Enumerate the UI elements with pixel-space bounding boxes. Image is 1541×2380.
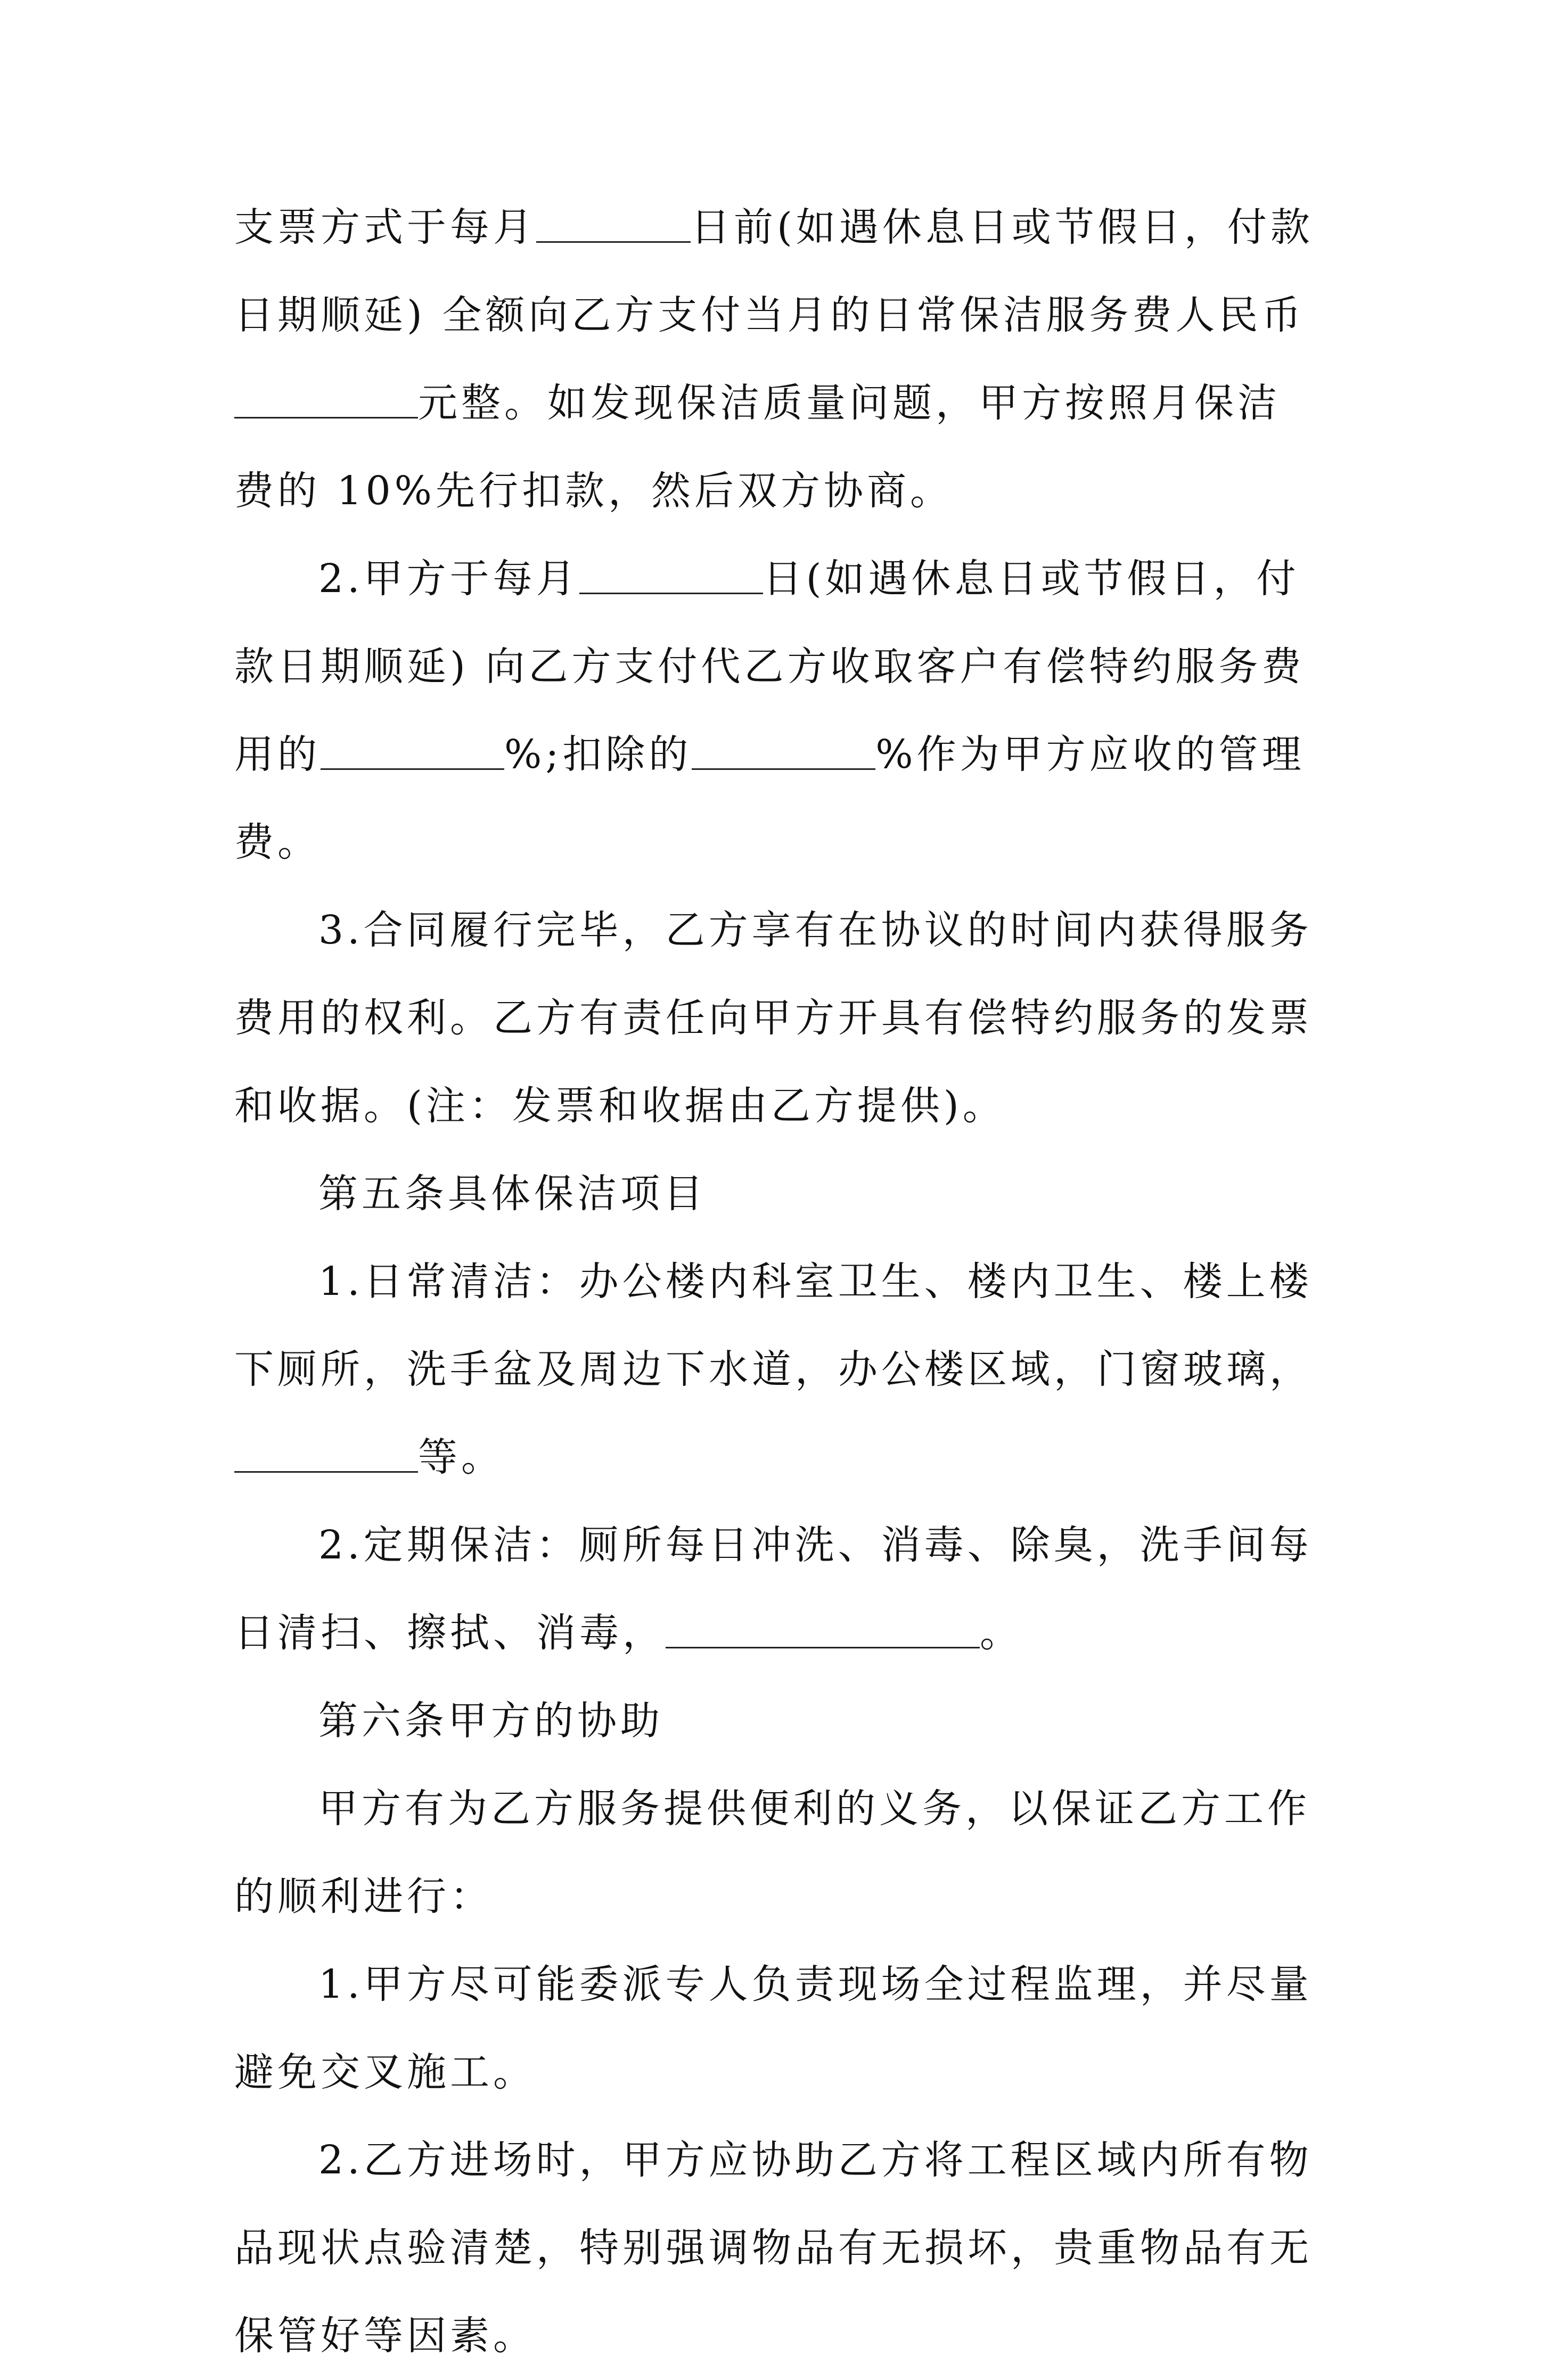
section-heading-article-6: 第六条甲方的协助 <box>318 1698 663 1744</box>
blank-field[interactable] <box>234 380 418 418</box>
paragraph-assist-1: 1.甲方尽可能委派专人负责现场全过程监理，并尽量避免交叉施工。 <box>234 1962 1313 2095</box>
blank-field[interactable] <box>692 731 875 770</box>
blank-field[interactable] <box>579 555 763 594</box>
paragraph-assist-2: 2.乙方进场时，甲方应协助乙方将工程区域内所有物品现状点验清楚，特别强调物品有无损坏，贵重物品有无保管好等因素。 <box>234 2137 1313 2359</box>
blank-field[interactable] <box>321 731 504 770</box>
text-segment: %;扣除的 <box>504 732 692 777</box>
paragraph-periodic-cleaning <box>234 1501 1321 1677</box>
text-segment: 日(如遇休息日或节假日，付款日期顺延) 向乙方支付代乙方收取客户有偿特约服务费用的 <box>234 556 1305 777</box>
text-segment: 元整。如发现保洁质量问题，甲方按照月保洁费的 10%先行扣款，然后双方协商。 <box>234 380 1281 514</box>
blank-field[interactable] <box>536 204 691 243</box>
paragraph-payment-monthly <box>234 184 1321 535</box>
text-segment: 2.定期保洁：厕所每日冲洗、消毒、除臭，洗手间每日清扫、擦拭、消毒， <box>234 1522 1313 1656</box>
document-page <box>234 184 1321 2380</box>
blank-field[interactable] <box>666 1610 980 1648</box>
paragraph-clause-2 <box>234 535 1321 887</box>
text-segment: 1.日常清洁：办公楼内科室卫生、楼内卫生、楼上楼下厕所，洗手盆及周边下水道，办公楼区域，门窗玻璃， <box>234 1259 1313 1392</box>
text-segment: 等。 <box>418 1434 504 1480</box>
text-segment: 支票方式于每月 <box>234 204 536 250</box>
paragraph-daily-cleaning <box>234 1238 1321 1501</box>
text-segment: 2.甲方于每月 <box>318 556 579 602</box>
text-segment: 日前(如遇休息日或节假日，付款日期顺延) 全额向乙方支付当月的日常保洁服务费人民币 <box>234 204 1314 338</box>
paragraph-party-a-duty: 甲方有为乙方服务提供便利的义务，以保证乙方工作的顺利进行： <box>234 1786 1310 1919</box>
blank-field[interactable] <box>234 1434 418 1473</box>
text-segment: 。 <box>980 1610 1023 1656</box>
text-segment: %作为甲方应收的管理费。 <box>234 732 1305 865</box>
paragraph-clause-3: 3.合同履行完毕，乙方享有在协议的时间内获得服务费用的权利。乙方有责任向甲方开具有偿特约服务的发票和收据。(注：发票和收据由乙方提供)。 <box>234 907 1313 1129</box>
section-heading-article-5: 第五条具体保洁项目 <box>318 1171 707 1217</box>
